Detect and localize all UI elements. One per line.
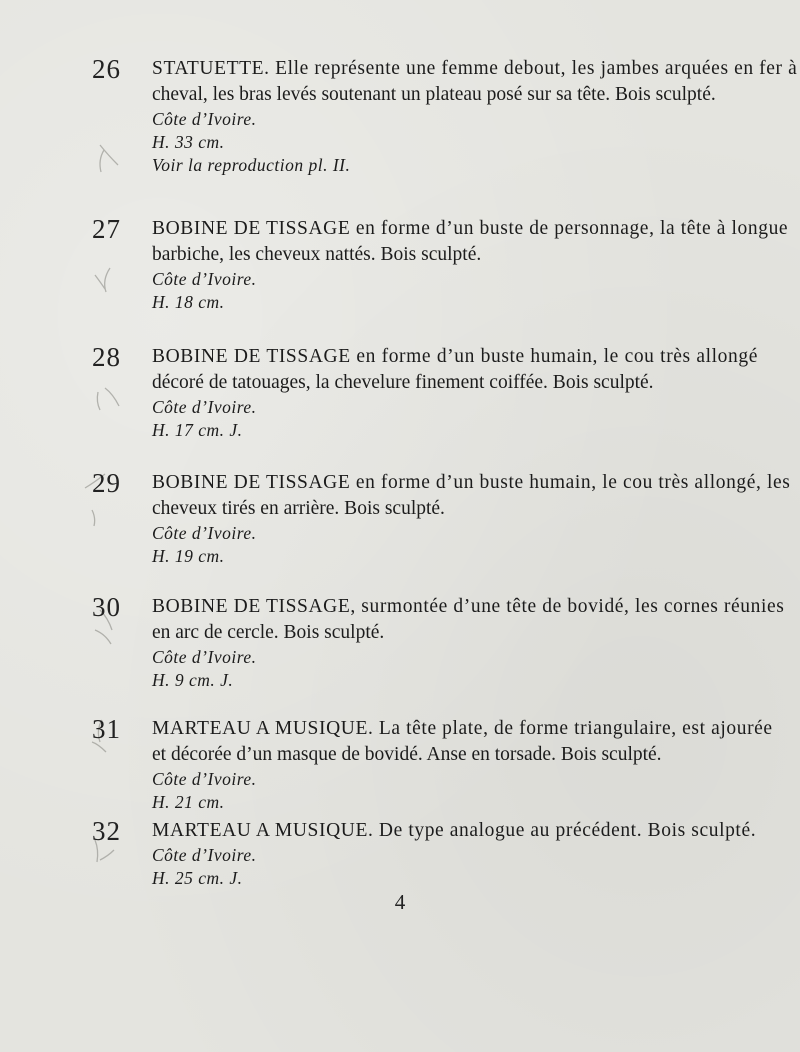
- entry-number: 31: [92, 714, 121, 744]
- entry-height: H. 33 cm.: [152, 132, 225, 152]
- entry-number: 28: [92, 342, 121, 372]
- entry-origin: Côte d’Ivoire.: [152, 269, 257, 289]
- entry-origin: Côte d’Ivoire.: [152, 523, 257, 543]
- entry-height: H. 19 cm.: [152, 546, 225, 566]
- entry-number: 30: [92, 592, 121, 622]
- entry-body: [152, 56, 798, 177]
- entry-description-line: MARTEAU A MUSIQUE. De type analogue au précédent. Bois sculpté.: [152, 820, 757, 841]
- entry-number: 27: [92, 214, 121, 244]
- entry-description-line: STATUETTE. Elle représente une femme debout, les jambes arquées en fer à: [152, 58, 798, 79]
- entry-height: H. 21 cm.: [152, 792, 225, 812]
- entry-description-line: MARTEAU A MUSIQUE. La tête plate, de forme triangulaire, est ajourée: [152, 718, 773, 739]
- entry-description-line: BOBINE DE TISSAGE en forme d’un buste de personnage, la tête à longue: [152, 218, 789, 239]
- entry-body: [152, 594, 785, 692]
- entry-body: [152, 216, 789, 314]
- entry-body: [152, 470, 791, 568]
- entry-origin: Côte d’Ivoire.: [152, 769, 257, 789]
- entry-description-line: BOBINE DE TISSAGE en forme d’un buste humain, le cou très allongé: [152, 346, 758, 367]
- entry-height: H. 18 cm.: [152, 292, 225, 312]
- entry-description-line: cheval, les bras levés soutenant un plateau posé sur sa tête. Bois sculpté.: [152, 84, 716, 105]
- entry-description-line: cheveux tirés en arrière. Bois sculpté.: [152, 498, 445, 519]
- entry-description-line: BOBINE DE TISSAGE en forme d’un buste humain, le cou très allongé, les: [152, 472, 791, 493]
- entry-origin: Côte d’Ivoire.: [152, 109, 257, 129]
- page-number: 4: [394, 890, 406, 914]
- entry-origin: Côte d’Ivoire.: [152, 397, 257, 417]
- entry-origin: Côte d’Ivoire.: [152, 647, 257, 667]
- entry-body: [152, 818, 758, 890]
- entry-origin: Côte d’Ivoire.: [152, 845, 257, 865]
- entry-number: 29: [92, 468, 121, 498]
- entry-description-line: en arc de cercle. Bois sculpté.: [152, 622, 385, 643]
- entry-number: 32: [92, 816, 121, 846]
- entry-height: H. 17 cm. J.: [152, 420, 243, 440]
- entry-number: 26: [92, 54, 121, 84]
- entry-description-line: et décorée d’un masque de bovidé. Anse en torsade. Bois sculpté.: [152, 744, 662, 765]
- entry-height: H. 25 cm. J.: [152, 868, 243, 888]
- entry-description-line: barbiche, les cheveux nattés. Bois sculpté.: [152, 244, 482, 265]
- entry-description-line: décoré de tatouages, la chevelure finement coiffée. Bois sculpté.: [152, 372, 654, 393]
- entry-body: [152, 716, 773, 814]
- entry-description-line: BOBINE DE TISSAGE, surmontée d’une tête de bovidé, les cornes réunies: [152, 596, 785, 617]
- entry-reference: Voir la reproduction pl. II.: [152, 155, 351, 175]
- entry-body: [152, 344, 758, 442]
- entry-height: H. 9 cm. J.: [152, 670, 234, 690]
